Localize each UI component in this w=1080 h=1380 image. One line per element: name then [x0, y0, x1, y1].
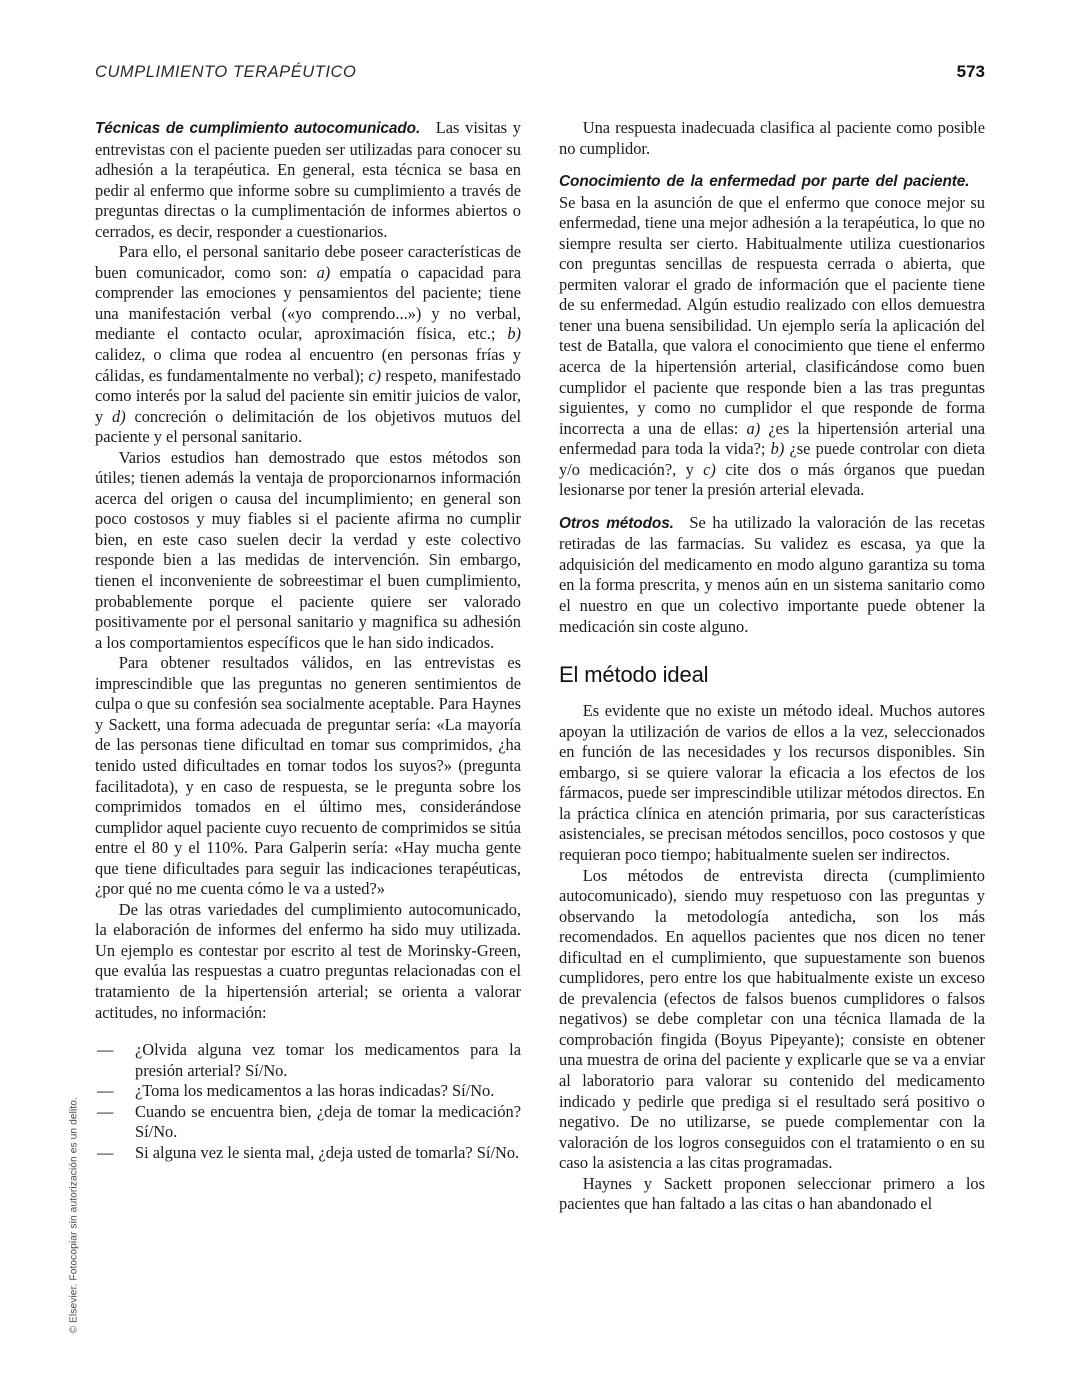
paragraph-autocomunicado-text: Las visitas y entrevistas con el paciente pueden ser utilizadas para conocer su adhesión a la terapéutica. En general, esta técnica se basa en pedir al enfermo que informe sobre su cumplimiento a través de preguntas directas o la cumplimentación de informes abiertos o cerrados, es decir, responder a cuestionarios.: [95, 118, 522, 241]
list-item: [95, 1102, 521, 1143]
list-item-text: Si alguna vez le sienta mal, ¿deja usted de tomarla? Sí/No.: [135, 1142, 520, 1162]
text-after-c: cite dos o más órganos que puedan lesionarse por tener la presión arterial elevada.: [559, 459, 985, 500]
list-item: [95, 1143, 521, 1164]
list-item-text: Cuando se encuentra bien, ¿deja de tomar la medicación? Sí/No.: [135, 1101, 521, 1142]
paragraph-respuesta-inadecuada: Una respuesta inadecuada clasifica al paciente como posible no cumplidor.: [559, 118, 985, 158]
em-dash-bullet: —: [97, 1101, 114, 1121]
paragraph-entrevista-directa: Los métodos de entrevista directa (cumplimiento autocomunicado), siendo muy respetuoso con las preguntas y observando la metodología antedicha, son los más recomendados. En aquellos pacientes que nos dicen no tener dificultad en el cumplimiento, que supuestamente son buenos cumplidores, pero entre los que habitualmente existe un exceso de prevalencia (efectos de falsos buenos cumplidores o falsos negativos) se debe completar con una técnica llamada de la comprobación fingida (Boyus Pipeyante); consiste en obtener una muestra de orina del paciente y explicarle que se va a enviar al laboratorio para valorar su contenido del medicamento indicado y pedirle que prediga si el resultado será positivo o negativo. De no utilizarse, se puede complementar con la valoración de los logros conseguidos con el tratamiento o en su caso la asistencia a las citas programadas.: [559, 865, 985, 1173]
paragraph-morinsky-green: De las otras variedades del cumplimiento autocomunicado, la elaboración de informes del enfermo ha sido muy utilizada. Un ejemplo es contestar por escrito al test de Morinsky-Green, que evalúa las respuestas a cuatro preguntas relacionadas con el tratamiento de la hipertensión arterial; se orienta a valorar actitudes, no información:: [95, 899, 521, 1022]
enumerator-c: c): [368, 365, 382, 385]
enumerator-a: a): [746, 418, 761, 438]
right-column: [559, 118, 985, 1333]
list-item: [95, 1081, 521, 1102]
paragraph-gap: [559, 501, 985, 513]
em-dash-bullet: —: [97, 1081, 114, 1101]
paragraph-otros-metodos: [559, 513, 985, 637]
paragraph-gap: [559, 159, 985, 171]
text-after-a: ¿es la hipertensión arterial una enfermedad para toda la vida?;: [559, 418, 985, 459]
runin-heading-tecnicas: Técnicas de cumplimiento autocomunicado.: [95, 120, 421, 137]
morinsky-green-question-list: [95, 1040, 521, 1163]
paragraph-estudios: Varios estudios han demostrado que estos métodos son útiles; tienen además la ventaja de proporcionarnos información acerca del origen o causa del incumplimiento; en general son poco costosos y muy fiables si el paciente afirma no cumplir bien, en este caso suelen decir la verdad y este colectivo responde bien a las medidas de intervención. Sin embargo, tienen el inconveniente de sobreestimar el buen cumplimiento, probablemente porque el paciente quiere ser valorado positivamente por el personal sanitario y magnifica su adhesión a los comportamientos específicos que le han sido indicados.: [95, 447, 521, 652]
text-p2-a: Para ello, el personal sanitario debe poseer características de buen comunicador, como son:: [95, 242, 521, 282]
list-item-text: ¿Toma los medicamentos a las horas indicadas? Sí/No.: [135, 1081, 495, 1101]
text-p2-d: respeto, manifestado como interés por la salud del paciente sin emitir juicios de valor, y: [95, 365, 521, 426]
copyright-notice: © Elsevier. Fotocopiar sin autorización es un delito.: [68, 1097, 80, 1334]
enumerator-c: c): [703, 459, 716, 479]
running-head-title: CUMPLIMIENTO TERAPÉUTICO: [95, 63, 357, 81]
enumerator-b: b): [507, 324, 521, 344]
paragraph-conocimiento-enfermedad: [559, 171, 985, 501]
runin-heading-conocimiento: Conocimiento de la enfermedad por parte del paciente.: [559, 173, 970, 191]
list-item-text: ¿Olvida alguna vez tomar los medicamentos para la presión arterial? Sí/No.: [135, 1040, 521, 1080]
enumerator-a: a): [316, 262, 331, 282]
page-number: 573: [956, 62, 985, 81]
paragraph-conocimiento-text: Se basa en la asunción de que el enfermo que conoce mejor su enfermedad, tiene una mejor adhesión a la terapéutica, lo que no siempre resulta ser cierto. Habitualmente utiliza cuestionarios con preguntas sencillas de respuesta cerrada o abierta, que permiten valorar el grado de información que el paciente tiene de su enfermedad. Algún estudio realizado con ellos demuestra tener una buena sensibilidad. Un ejemplo sería la aplicación del test de Batalla, que valora el conocimiento que tiene el enfermo acerca de la hipertensión arterial, clasificándose como buen cumplidor el paciente que responde bien a las tras preguntas siguientes, y como no cumplidor el que responde de forma incorrecta a una de ellas:: [559, 192, 985, 438]
paragraph-otros-metodos-text: Se ha utilizado la valoración de las recetas retiradas de las farmacias. Su validez es escasa, ya que la adquisición del medicamento en modo alguno garantiza su toma en la forma prescrita, y menos aún en un sistema sanitario como el nuestro en que un colectivo importante puede obtener la medicación sin coste alguno.: [559, 512, 985, 636]
text-p2-e: concreción o delimitación de los objetivos mutuos del paciente y el personal sanitario.: [95, 406, 521, 447]
em-dash-bullet: —: [97, 1142, 114, 1162]
left-column: [95, 118, 521, 1333]
text-p2-b: empatía o capacidad para comprender las emociones y pensamientos del paciente; tiene una manifestación verbal («yo comprendo...») y no verbal, mediante el contacto ocular, aproximación física, etc.;: [95, 262, 521, 344]
running-head: [95, 62, 985, 82]
section-heading-metodo-ideal: El método ideal: [559, 662, 709, 688]
body-columns: [95, 118, 985, 1333]
paragraph-no-existe-metodo-ideal: Es evidente que no existe un método ideal. Muchos autores apoyan la utilización de varios de ellos a la vez, seleccionados en función de las necesidades y los recursos disponibles. Sin embargo, si se quiere valorar la eficacia a los efectos de los fármacos, puede ser imprescindible utilizar métodos directos. En la práctica clínica en atención primaria, por sus características asistenciales, se precisan métodos sencillos, poco costosos y que requieran poco tiempo; habitualmente suelen ser indirectos.: [559, 701, 985, 864]
text-after-b: ¿se puede controlar con dieta y/o medicación?, y: [559, 439, 985, 479]
paragraph-haynes-sackett: Haynes y Sackett proponen seleccionar primero a los pacientes que han faltado a las citas o han abandonado el: [559, 1173, 985, 1214]
paragraph-comunicador: [95, 242, 521, 447]
enumerator-b: b): [770, 439, 785, 459]
text-p2-c: calidez, o clima que rodea al encuentro (en personas frías y cálidas, es fundamentalmente no verbal);: [95, 345, 521, 385]
paragraph-autocomunicado: [95, 118, 521, 242]
enumerator-d: d): [112, 406, 126, 426]
em-dash-bullet: —: [97, 1040, 114, 1060]
runin-heading-otros-metodos: Otros métodos.: [559, 514, 674, 532]
list-item: [95, 1040, 521, 1081]
paragraph-resultados-validos: Para obtener resultados válidos, en las entrevistas es imprescindible que las preguntas no generen sentimientos de culpa o que su confesión sea socialmente aceptable. Para Haynes y Sackett, una forma adecuada de preguntar sería: «La mayoría de las personas tiene dificultad en tomar sus comprimidos, ¿ha tenido usted dificultades en tomar todos los suyos?» (pregunta facilitadota), y en caso de respuesta, se le pregunta sobre los comprimidos tomados en el último mes, considerándose cumplidor aquel paciente cuyo recuento de comprimidos se sitúa entre el 80 y el 110%. Para Galperin sería: «Hay mucha gente que tiene dificultades para seguir las indicaciones terapéuticas, ¿por qué no me cuenta cómo le va a usted?»: [95, 653, 521, 899]
